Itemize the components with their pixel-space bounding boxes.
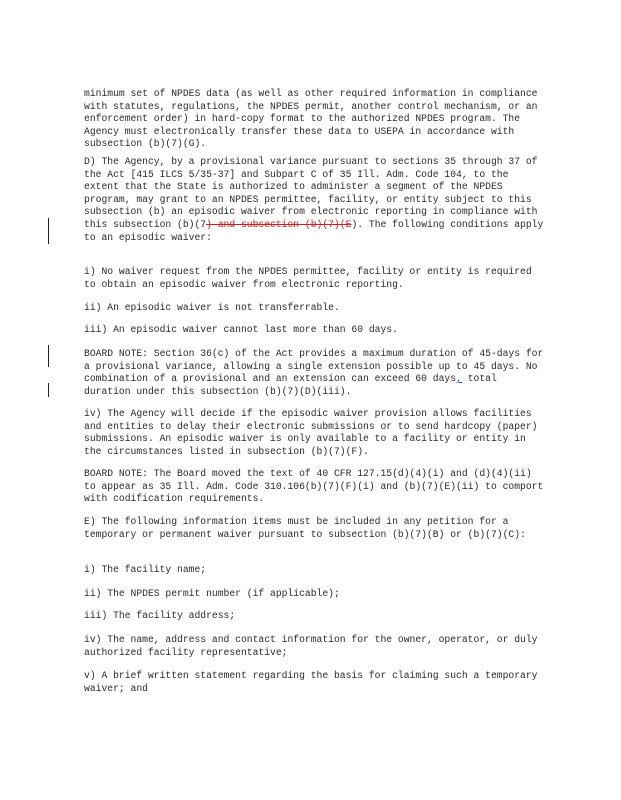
- paragraph: [84, 610, 544, 623]
- text-run: BOARD NOTE: Section 36(c) of the Act provides a maximum duration of 45-days for a provisional variance, allowing a single extension possible up to 45 days. No combination of a provisional and an extension can exceed 60 days: [84, 348, 544, 385]
- text-run: ). The following conditions apply to an episodic waiver:: [84, 218, 544, 243]
- change-bar: [48, 345, 49, 367]
- paragraph-text: minimum set of NPDES data (as well as other required information in compliance with statutes, regulations, the NPDES permit, another control mechanism, or an enforcement order) in hard-copy format to the authorized NPDES program. The Agency must electronically transfer these data to USEPA in accordance with subsection (b)(7)(G).: [84, 88, 538, 150]
- text-run: D) The Agency, by a provisional variance pursuant to sections 35 through 37 of the Act [415 ILCS 5/35-37] and Subpart C of 35 Ill. Adm. Code 104, to the extent that the State is authorized to administer a segment of the NPDES program, may grant to an NPDES permittee, facility, or entity subject to this subsection (b) an episodic waiver from electronic reporting in compliance with this subsection (b)(7: [84, 156, 538, 230]
- paragraph: [84, 88, 544, 151]
- paragraph: [84, 156, 544, 244]
- paragraph-text: ii) An episodic waiver is not transferrable.: [84, 302, 340, 313]
- text-run: total duration under this subsection (b)(7)(D)(iii).: [84, 373, 497, 397]
- deleted-text: ) and subsection (b)(7)(E: [206, 218, 352, 230]
- paragraph-text: i) The facility name;: [84, 564, 207, 575]
- paragraph-text: iii) An episodic waiver cannot last more than 60 days.: [84, 324, 398, 335]
- paragraph: [84, 634, 544, 659]
- paragraph: [84, 408, 544, 458]
- paragraph: [84, 468, 544, 506]
- change-bar: [48, 383, 49, 397]
- paragraph: [84, 564, 544, 577]
- paragraph-text: iii) The facility address;: [84, 610, 236, 621]
- change-bar: [48, 218, 49, 244]
- paragraph-text: ii) The NPDES permit number (if applicable);: [84, 588, 340, 599]
- paragraph-text: v) A brief written statement regarding the basis for claiming such a temporary waiver; and: [84, 670, 538, 694]
- paragraph: [84, 324, 544, 337]
- paragraph: [84, 266, 544, 291]
- paragraph-text: iv) The Agency will decide if the episodic waiver provision allows facilities and entities to delay their electronic submissions or to send hardcopy (paper) submissions. An episodic waiver is only available to a facility or entity in the circumstances listed in subsection (b)(7)(F).: [84, 408, 538, 457]
- paragraph: [84, 302, 544, 315]
- paragraph-text: [84, 156, 544, 244]
- paragraph: [84, 670, 544, 695]
- paragraph-text: BOARD NOTE: The Board moved the text of 40 CFR 127.15(d)(4)(i) and (d)(4)(ii) to appear as 35 Ill. Adm. Code 310.106(b)(7)(F)(i) and (b)(7)(E)(ii) to comport with codification requirements.: [84, 468, 544, 505]
- paragraph-text: i) No waiver request from the NPDES permittee, facility or entity is required to obtain an episodic waiver from electronic reporting.: [84, 266, 532, 290]
- paragraph-text: [84, 348, 544, 398]
- paragraph-text: E) The following information items must be included in any petition for a temporary or permanent waiver pursuant to subsection (b)(7)(B) or (b)(7)(C):: [84, 516, 526, 540]
- paragraph-text: iv) The name, address and contact information for the owner, operator, or duly authorized facility representative;: [84, 634, 538, 658]
- paragraph: [84, 516, 544, 541]
- paragraph: [84, 348, 544, 398]
- inserted-text: ,: [456, 373, 462, 385]
- paragraph: [84, 588, 544, 601]
